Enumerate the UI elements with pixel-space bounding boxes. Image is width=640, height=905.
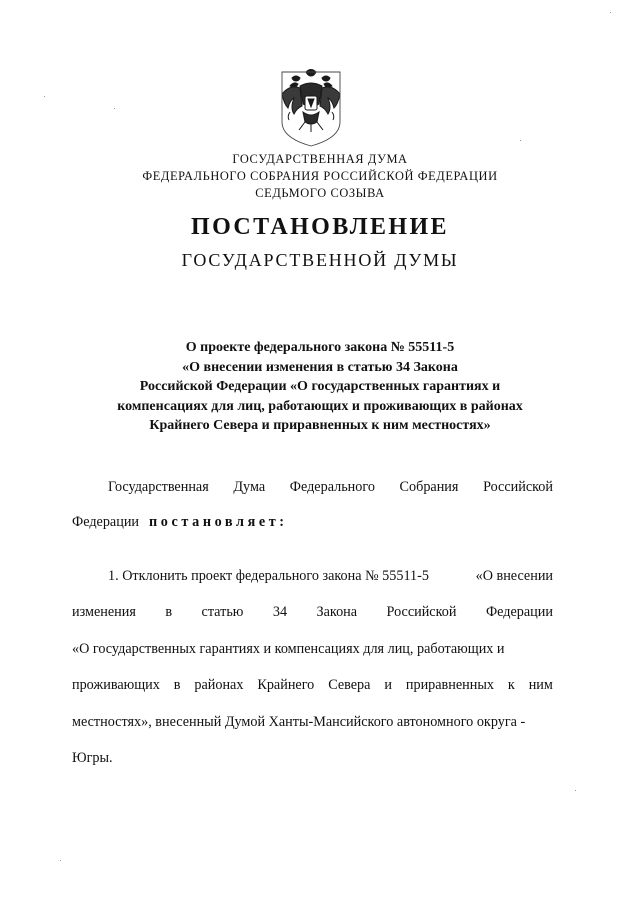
paragraph-1-line-2 bbox=[72, 604, 553, 621]
paragraph-text: 1. Отклонить проект федерального закона № 55511-5 bbox=[108, 568, 429, 584]
paragraph-word: Закона bbox=[316, 604, 358, 620]
paragraph-word: Российской bbox=[386, 604, 457, 620]
preamble-word: Федерального bbox=[289, 479, 375, 495]
title-line: Российской Федерации «О государственных гарантиях и bbox=[139, 379, 501, 394]
resolution-verb: постановляет: bbox=[149, 514, 288, 530]
paragraph-1-line-1 bbox=[108, 568, 553, 585]
preamble-word: Дума bbox=[233, 479, 266, 495]
paragraph-word: к bbox=[507, 677, 515, 693]
paragraph-word: приравненных bbox=[405, 677, 494, 693]
preamble-line-1 bbox=[108, 479, 553, 496]
issuer-line-1: ГОСУДАРСТВЕННАЯ ДУМА bbox=[232, 152, 408, 166]
preamble-word: Российской bbox=[483, 479, 553, 495]
paragraph-word: 34 bbox=[272, 604, 288, 620]
preamble-tail: Федерации bbox=[72, 514, 140, 530]
title-line: компенсациях для лиц, работающих и проживающих в районах bbox=[117, 398, 523, 414]
paragraph-word: в bbox=[165, 604, 173, 620]
document-subtitle: ГОСУДАРСТВЕННОЙ ДУМЫ bbox=[181, 250, 459, 270]
paragraph-word: ним bbox=[528, 677, 553, 693]
paragraph-word: проживающих bbox=[72, 677, 160, 693]
paragraph-word: районах bbox=[194, 677, 244, 693]
issuer-line-3: СЕДЬМОГО СОЗЫВА bbox=[255, 186, 385, 200]
document-type: ПОСТАНОВЛЕНИЕ bbox=[191, 214, 449, 240]
paragraph-1-line-4 bbox=[72, 677, 553, 694]
issuer-line-2: ФЕДЕРАЛЬНОГО СОБРАНИЯ РОССИЙСКОЙ ФЕДЕРАЦИИ bbox=[142, 169, 498, 183]
document-title bbox=[0, 338, 640, 436]
paragraph-1-line-6: Югры. bbox=[72, 750, 113, 766]
paragraph-word: Крайнего bbox=[257, 677, 315, 693]
paragraph-word: в bbox=[173, 677, 181, 693]
double-headed-eagle-icon bbox=[276, 66, 346, 148]
title-line: Крайнего Севера и приравненных к ним местностях» bbox=[149, 418, 491, 433]
paragraph-word: и bbox=[384, 677, 392, 693]
preamble-line-2 bbox=[72, 514, 288, 531]
preamble-word: Собрания bbox=[399, 479, 459, 495]
paragraph-text: «О внесении bbox=[475, 568, 553, 584]
paragraph-1-line-3: «О государственных гарантиях и компенсациях для лиц, работающих и bbox=[72, 641, 505, 657]
title-line: «О внесении изменения в статью 34 Закона bbox=[182, 359, 458, 375]
issuer-header bbox=[0, 151, 640, 202]
paragraph-word: изменения bbox=[72, 604, 136, 620]
preamble-word: Государственная bbox=[108, 479, 209, 495]
paragraph-word: статью bbox=[201, 604, 244, 620]
paragraph-word: Севера bbox=[328, 677, 371, 693]
title-line: О проекте федерального закона № 55511-5 bbox=[185, 340, 455, 355]
paragraph-1-line-5: местностях», внесенный Думой Ханты-Мансийского автономного округа - bbox=[72, 714, 526, 730]
paragraph-word: Федерации bbox=[485, 604, 553, 620]
